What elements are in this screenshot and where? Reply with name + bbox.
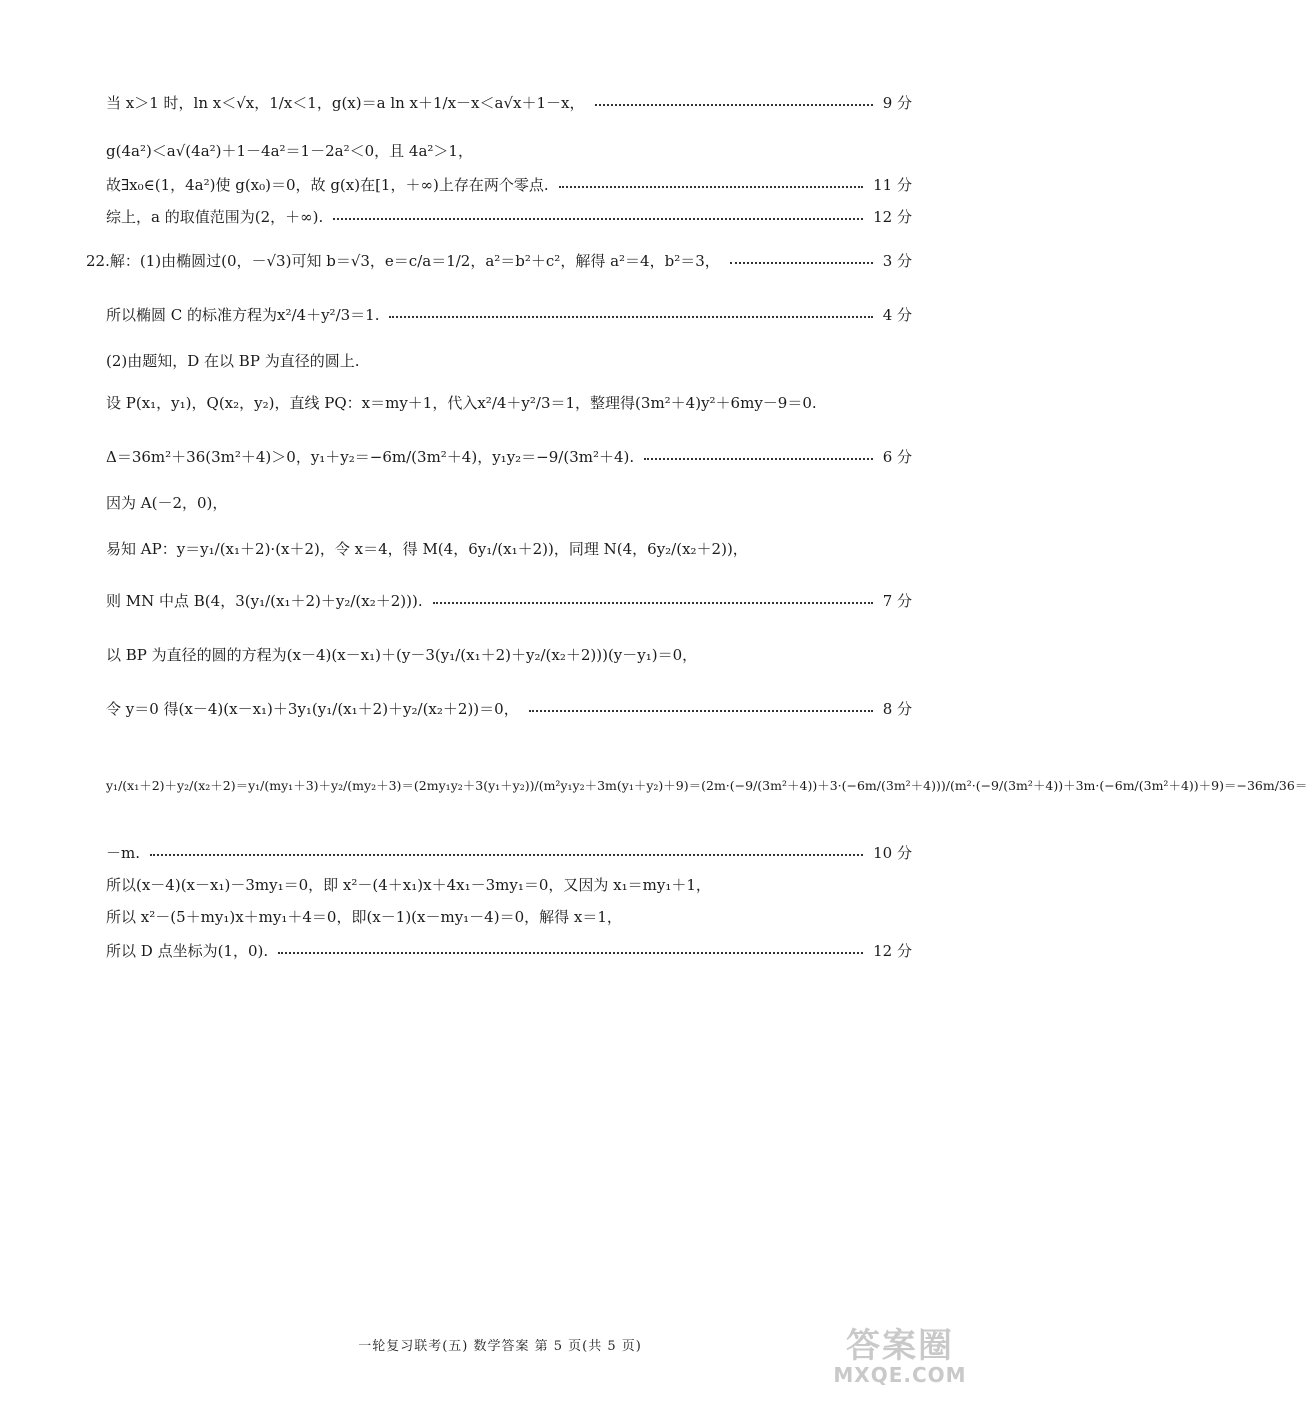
- page-footer: 一轮复习联考(五) 数学答案 第 5 页(共 5 页): [358, 1339, 642, 1354]
- solution-line-14: [106, 698, 912, 719]
- line-12-score: 7 分: [882, 592, 912, 610]
- dotted-leader: [730, 262, 873, 264]
- watermark-bottom: MXQE.COM: [833, 1363, 967, 1387]
- line-6-text: 所以椭圆 C 的标准方程为x²/4＋y²/3＝1.: [106, 306, 380, 324]
- dotted-leader: [644, 458, 873, 460]
- line-10-text: 因为 A(－2，0)，: [106, 494, 228, 512]
- line-4-text: 综上，a 的取值范围为(2，＋∞).: [106, 208, 324, 226]
- line-19-score: 12 分: [873, 942, 912, 960]
- solution-line-9: [106, 446, 912, 467]
- line-2-text: g(4a²)＜a√(4a²)＋1－4a²＝1－2a²＜0，且 4a²＞1，: [106, 142, 473, 160]
- line-18-text: 所以 x²－(5＋my₁)x＋my₁＋4＝0，即(x－1)(x－my₁－4)＝0，解得 x＝1，: [106, 908, 622, 926]
- solution-line-13: [106, 644, 912, 665]
- solution-line-12: [106, 590, 912, 611]
- solution-line-17: [106, 874, 912, 895]
- line-1-score: 9 分: [882, 94, 912, 112]
- line-7-text: (2)由题知，D 在以 BP 为直径的圆上.: [106, 352, 360, 370]
- line-4-score: 12 分: [873, 208, 912, 226]
- dotted-leader: [595, 104, 873, 106]
- line-17-text: 所以(x－4)(x－x₁)－3my₁＝0，即 x²－(4＋x₁)x＋4x₁－3my₁＝0，又因为 x₁＝my₁＋1，: [106, 876, 711, 894]
- solution-line-4: [106, 206, 912, 227]
- solution-line-16: [106, 842, 912, 863]
- solution-line-10: [106, 492, 912, 513]
- solution-line-18: [106, 906, 912, 927]
- line-3-score: 11 分: [873, 176, 912, 194]
- dotted-leader: [333, 218, 863, 220]
- line-14-text: 令 y＝0 得(x－4)(x－x₁)＋3y₁(y₁/(x₁＋2)＋y₂/(x₂＋2))＝0，: [106, 700, 519, 718]
- solution-line-8: [106, 392, 912, 413]
- line-9-score: 6 分: [882, 448, 912, 466]
- line-16-text: －m.: [106, 844, 140, 862]
- solution-line-15: [106, 776, 1307, 794]
- solution-line-19: [106, 940, 912, 961]
- dotted-leader: [559, 186, 864, 188]
- dotted-leader: [529, 710, 873, 712]
- solution-line-7: [106, 350, 912, 371]
- dotted-leader: [150, 854, 863, 856]
- line-3-text: 故∃x₀∈(1，4a²)使 g(x₀)＝0，故 g(x)在[1，＋∞)上存在两个零点.: [106, 176, 549, 194]
- solution-line-11: [106, 538, 912, 559]
- dotted-leader: [389, 316, 872, 318]
- line-16-score: 10 分: [873, 844, 912, 862]
- line-12-text: 则 MN 中点 B(4，3(y₁/(x₁＋2)＋y₂/(x₂＋2))).: [106, 592, 423, 610]
- solution-line-6: [106, 304, 912, 325]
- line-19-text: 所以 D 点坐标为(1，0).: [106, 942, 269, 960]
- watermark-logo: [815, 1318, 985, 1388]
- watermark-top: 答案圈: [846, 1326, 954, 1366]
- solution-line-2: [106, 140, 912, 161]
- line-15-text: y₁/(x₁＋2)＋y₂/(x₂＋2)＝y₁/(my₁＋3)＋y₂/(my₂＋3)＝(2my₁y₂＋3(y₁＋y₂))/(m²y₁y₂＋3m(y₁＋y₂)＋9)＝(2m·(−9/(3m²＋4))＋3·(−6m/(3m²＋4)))/(m²·(−9/(3m²＋4))＋3m·(−6m/(3m²＋4))＋9)＝−36m/36＝: [106, 778, 1307, 793]
- line-11-text: 易知 AP：y＝y₁/(x₁＋2)·(x＋2)，令 x＝4，得 M(4，6y₁/(x₁＋2))，同理 N(4，6y₂/(x₂＋2))，: [106, 540, 748, 558]
- q22-line-1-score: 3 分: [882, 252, 912, 270]
- line-9-text: Δ＝36m²＋36(3m²＋4)＞0，y₁＋y₂＝−6m/(3m²＋4)，y₁y₂＝−9/(3m²＋4).: [106, 448, 635, 466]
- dotted-leader: [433, 602, 873, 604]
- solution-line-1: [106, 92, 912, 113]
- question-22-line-1: [86, 250, 912, 271]
- q22-line-1-text: 22.解：(1)由椭圆过(0，－√3)可知 b＝√3，e＝c/a＝1/2，a²＝b²＋c²，解得 a²＝4，b²＝3，: [86, 252, 720, 270]
- line-1-text: 当 x＞1 时，ln x＜√x，1/x＜1，g(x)＝a ln x＋1/x－x＜a√x＋1－x，: [106, 94, 585, 112]
- line-8-text: 设 P(x₁，y₁)，Q(x₂，y₂)，直线 PQ：x＝my＋1，代入x²/4＋y²/3＝1，整理得(3m²＋4)y²＋6my－9＝0.: [106, 394, 817, 412]
- line-6-score: 4 分: [882, 306, 912, 324]
- line-14-score: 8 分: [882, 700, 912, 718]
- solution-line-3: [106, 174, 912, 195]
- line-13-text: 以 BP 为直径的圆的方程为(x－4)(x－x₁)＋(y－3(y₁/(x₁＋2)＋y₂/(x₂＋2)))(y－y₁)＝0，: [106, 646, 698, 664]
- dotted-leader: [278, 952, 863, 954]
